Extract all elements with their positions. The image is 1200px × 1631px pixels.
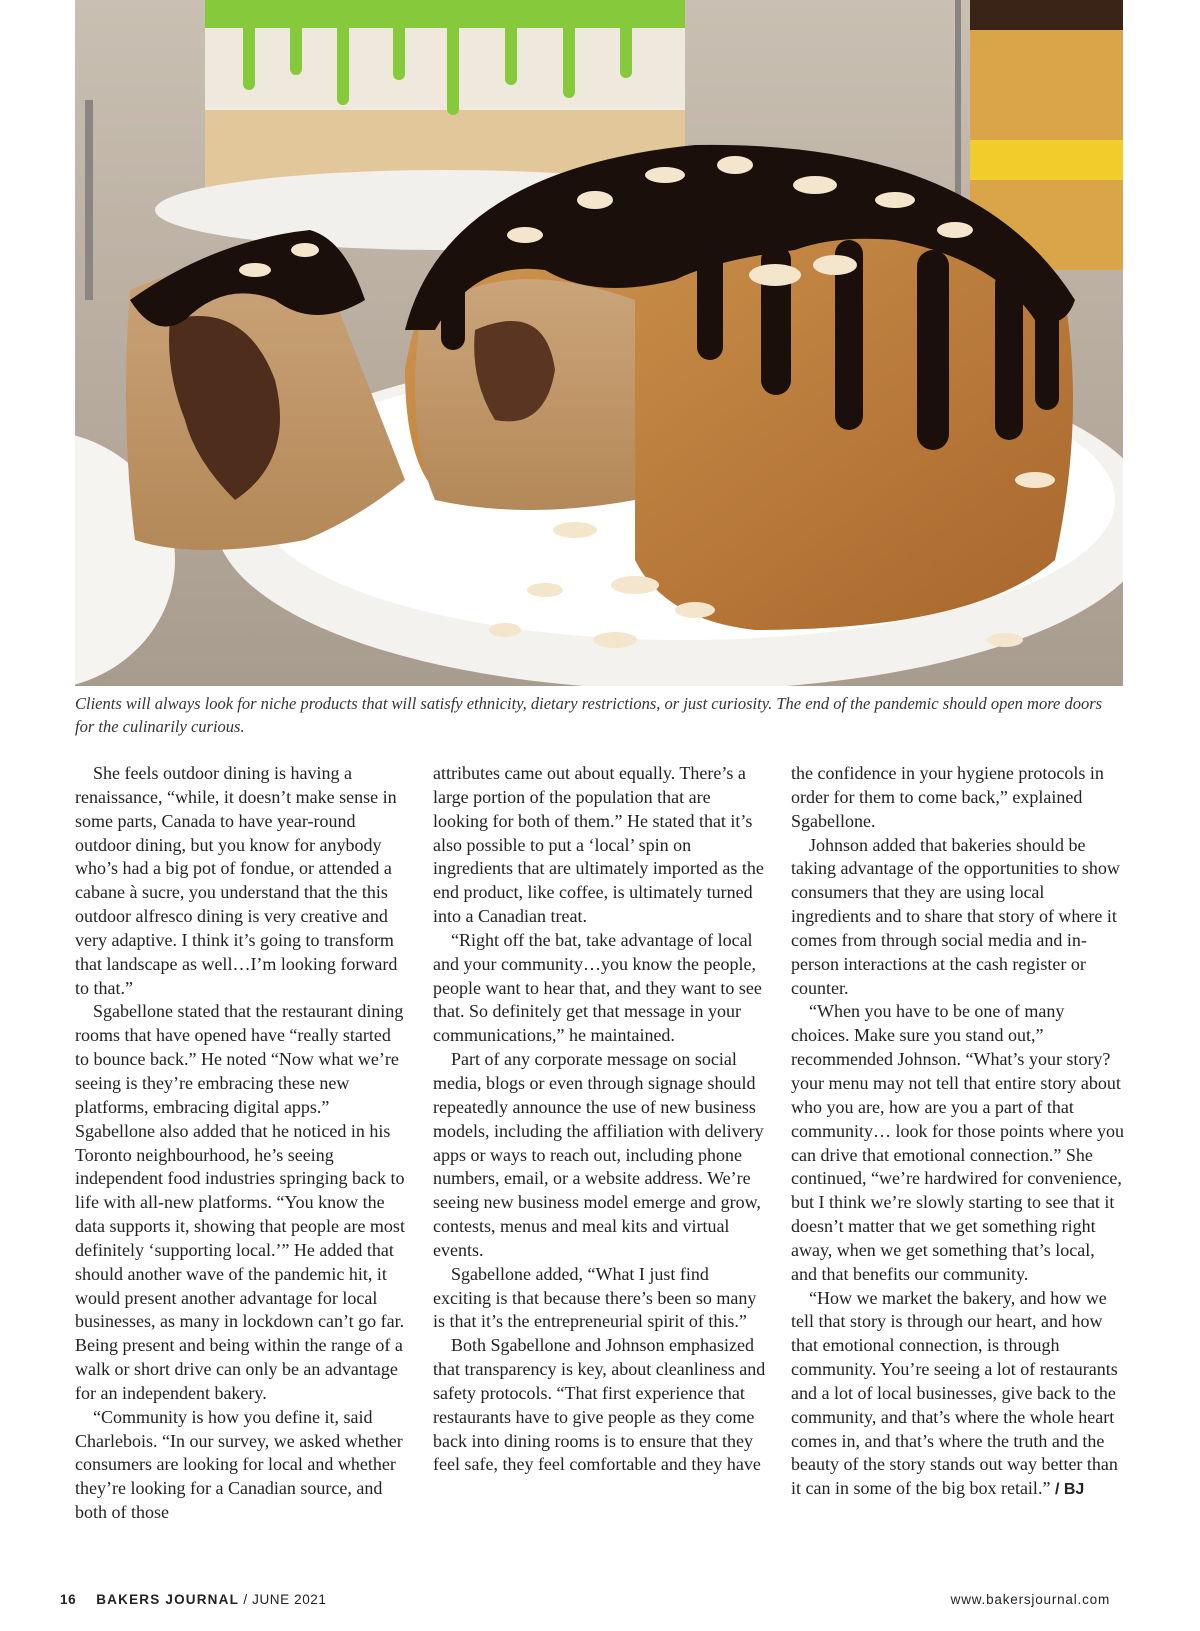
page-number: 16: [60, 1592, 77, 1607]
footer-folio: [60, 1592, 327, 1607]
bundt-cake-illustration: [75, 0, 1123, 686]
magazine-name: BAKERS JOURNAL: [96, 1592, 240, 1607]
paragraph: Sgabellone stated that the restaurant dining rooms that have opened have “really started to bounce back.” He noted “Now what we’re seeing is they’re embracing these new platforms, embracing digital apps.” Sgabellone also added that he noticed in his Toronto neighbourhood, he’s seeing independent food industries springing back to life with all-new platforms. “You know the data supports it, showing that people are most definitely ‘supporting local.’” He added that should another wave of the pandemic hit, it would present another advantage for local businesses, as many in lockdown can’t go far. Being present and being within the range of a walk or short drive can only be an advantage for an independent bakery.: [75, 1001, 405, 1403]
paragraph-text: “How we market the bakery, and how we tell that story is through our heart, and how that emotional connection, is through community. You’re seeing a lot of restaurants and a lot of local businesses, give back to the community, and that’s where the whole heart comes in, and that’s where the truth and the beauty of the story stands out way better than it can in some of the big box retail.”: [791, 1287, 1118, 1499]
photo-caption: Clients will always look for niche products that will satisfy ethnicity, dietary restrictions, or just curiosity. The end of the pandemic should open more doors for the culinarily curious.: [75, 694, 1103, 736]
article-column-3: [791, 762, 1125, 1502]
paragraph: Johnson added that bakeries should be taking advantage of the opportunities to show consumers that they are using local ingredients and to share that story of where it comes from through social media and in-person interactions at the cash register or counter.: [791, 834, 1120, 998]
website-link[interactable]: www.bakersjournal.com: [950, 1592, 1110, 1607]
paragraph: Both Sgabellone and Johnson emphasized that transparency is key, about cleanliness and safety protocols. “That first experience that restaurants have to give people as they come back into dining rooms is to ensure that they feel safe, they feel comfortable and they have: [433, 1335, 766, 1475]
article-column-1: [75, 762, 409, 1525]
page-footer: [60, 1592, 1110, 1612]
paragraph: She feels outdoor dining is having a renaissance, “while, it doesn’t make sense in some parts, Canada to have year-round outdoor dining, but you know for anybody who’s had a big pot of fondue, or attended a cabane à sucre, you understand that the this outdoor alfresco dining is very creative and very adaptive. I think it’s going to transform that landscape as well…I’m looking forward to that.”: [75, 763, 398, 998]
paragraph: “Right off the bat, take advantage of local and your community…you know the people, people want to hear that, and they want to see that. So definitely get that message in your communications,” he maintained.: [433, 929, 762, 1046]
paragraph: attributes came out about equally. There’s a large portion of the population that are looking for both of them.” He stated that it’s also possible to put a ‘local’ spin on ingredients that are ultimately imported as the end product, like coffee, is ultimately turned into a Canadian treat.: [433, 763, 764, 927]
cake-photo: [75, 0, 1123, 686]
end-mark: / BJ: [1054, 1481, 1085, 1499]
paragraph: Sgabellone added, “What I just find exciting is that because there’s been so many is that it’s the entrepreneurial spirit of this.”: [433, 1263, 757, 1332]
article-column-2: [433, 762, 767, 1477]
paragraph: Part of any corporate message on social media, blogs or even through signage should repeatedly announce the use of new business models, including the affiliation with delivery apps or ways to reach out, including phone numbers, email, or a website address. We’re seeing new business model emerge and grow, contests, menus and meal kits and virtual events.: [433, 1049, 764, 1260]
paragraph: the confidence in your hygiene protocols in order for them to come back,” explained Sgabellone.: [791, 763, 1104, 831]
paragraph: [791, 1287, 1125, 1503]
paragraph: “Community is how you define it, said Charlebois. “In our survey, we asked whether consumers are looking for local and whether they’re looking for a Canadian source, and both of those: [75, 1406, 403, 1523]
issue-date: / JUNE 2021: [243, 1592, 327, 1607]
paragraph: “When you have to be one of many choices. Make sure you stand out,” recommended Johnson. “What’s your story? your menu may not tell that entire story about who you are, how are you a part of that community… look for those points where you can drive that emotional connection.” She continued, “we’re hardwired for convenience, but I think we’re slowly starting to see that it doesn’t matter that we get something right away, when we get something that’s local, and that benefits our community.: [791, 1001, 1124, 1284]
